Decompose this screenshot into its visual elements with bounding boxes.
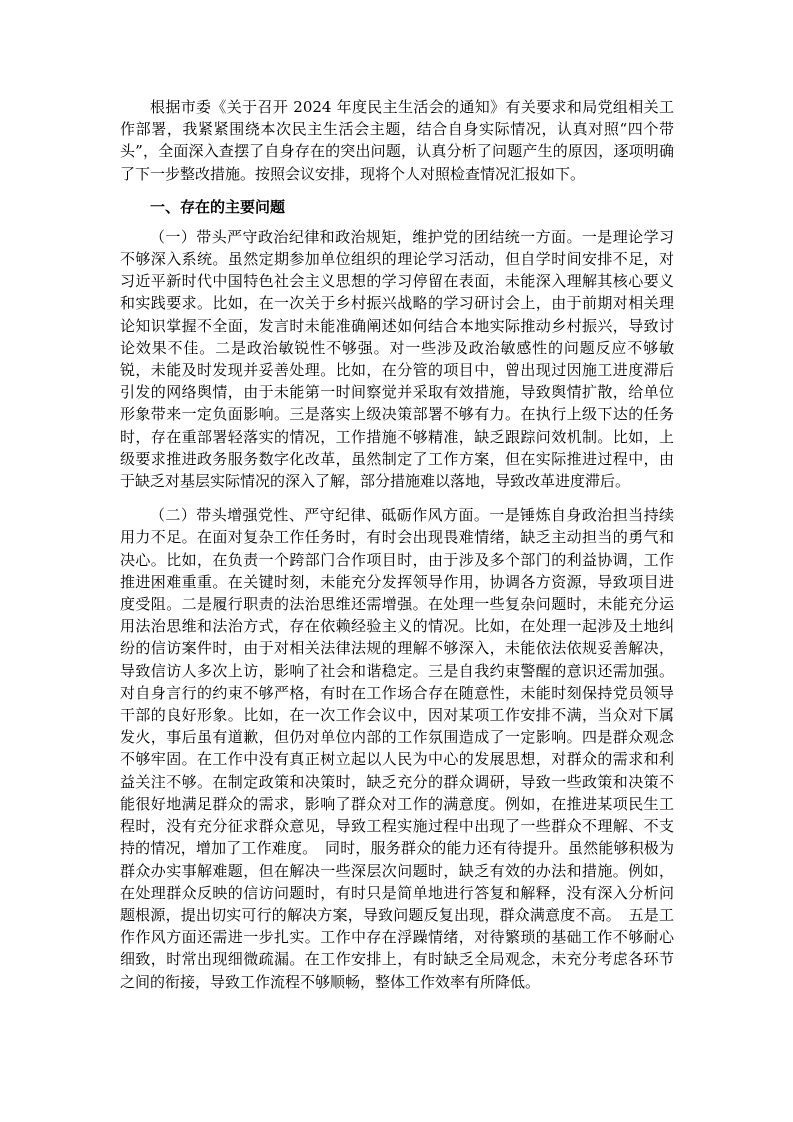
intro-paragraph: 根据市委《关于召开 2024 年度民主生活会的通知》有关要求和局党组相关工作部署，我紧紧围绕本次民主生活会主题，结合自身实际情况，认真对照“四个带头”，全面深入查摆了自身存在的突出问题，认真分析了问题产生的原因，逐项明确了下一步整改措施。按照会议安排，现将个人对照检查情况汇报如下。 — [120, 98, 674, 183]
body-paragraph-2: （二）带头增强党性、严守纪律、砥砺作风方面。一是锤炼自身政治担当持续用力不足。在面对复杂工作任务时，有时会出现畏难情绪，缺乏主动担当的勇气和决心。比如，在负责一个跨部门合作项目时，由于涉及多个部门的利益协调，工作推进困难重重。在关键时刻，未能充分发挥领导作用，协调各方资源，导致项目进度受阻。二是履行职责的法治思维还需增强。在处理一些复杂问题时，未能充分运用法治思维和法治方式，存在依赖经验主义的情况。比如，在处理一起涉及土地纠纷的信访案件时，由于对相关法律法规的理解不够深入，未能依法依规妥善解决，导致信访人多次上访，影响了社会和谐稳定。三是自我约束警醒的意识还需加强。对自身言行的约束不够严格，有时在工作场合存在随意性，未能时刻保持党员领导干部的良好形象。比如，在一次工作会议中，因对某项工作安排不满，当众对下属发火，事后虽有道歉，但仍对单位内部的工作氛围造成了一定影响。四是群众观念不够牢固。在工作中没有真正树立起以人民为中心的发展思想，对群众的需求和利益关注不够。在制定政策和决策时，缺乏充分的群众调研，导致一些政策和决策不能很好地满足群众的需求，影响了群众对工作的满意度。例如，在推进某项民生工程时，没有充分征求群众意见，导致工程实施过程中出现了一些群众不理解、不支持的情况，增加了工作难度。 同时，服务群众的能力还有待提升。虽然能够积极为群众办实事解难题，但在解决一些深层次问题时，缺乏有效的办法和措施。例如，在处理群众反映的信访问题时，有时只是简单地进行答复和解释，没有深入分析问题根源，提出切实可行的解决方案，导致问题反复出现，群众满意度不高。 五是工作作风方面还需进一步扎实。工作中存在浮躁情绪，对待繁琐的基础工作不够耐心细致，时常出现细微疏漏。在工作安排上，有时缺乏全局观念，未充分考虑各环节之间的衔接，导致工作流程不够顺畅，整体工作效率有所降低。 — [120, 506, 674, 991]
body-paragraph-1: （一）带头严守政治纪律和政治规矩，维护党的团结统一方面。一是理论学习不够深入系统。虽然定期参加单位组织的理论学习活动，但自学时间安排不足，对习近平新时代中国特色社会主义思想的学习停留在表面，未能深入理解其核心要义和实践要求。比如，在一次关于乡村振兴战略的学习研讨会上，由于前期对相关理论知识掌握不全面，发言时未能准确阐述如何结合本地实际推动乡村振兴，导致讨论效果不佳。二是政治敏锐性不够强。对一些涉及政治敏感性的问题反应不够敏锐，未能及时发现并妥善处理。比如，在分管的项目中，曾出现过因施工进度滞后引发的网络舆情，由于未能第一时间察觉并采取有效措施，导致舆情扩散，给单位形象带来一定负面影响。三是落实上级决策部署不够有力。在执行上级下达的任务时，存在重部署轻落实的情况，工作措施不够精准，缺乏跟踪问效机制。比如，上级要求推进政务服务数字化改革，虽然制定了工作方案，但在实际推进过程中，由于缺乏对基层实际情况的深入了解，部分措施难以落地，导致改革进度滞后。 — [120, 227, 674, 491]
document-page — [120, 96, 674, 1005]
section-heading: 一、存在的主要问题 — [150, 197, 286, 216]
